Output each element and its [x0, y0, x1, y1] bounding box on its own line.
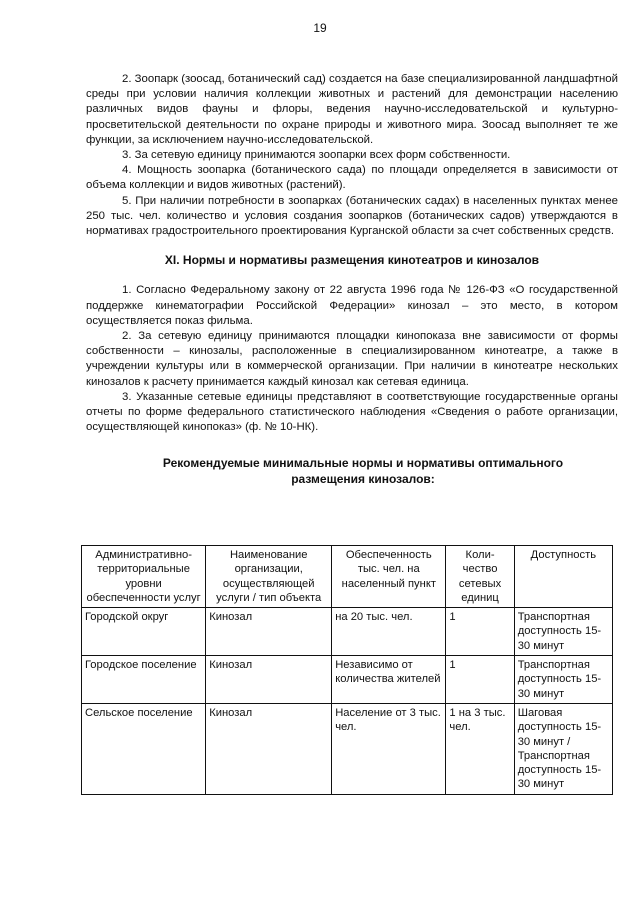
table-title [86, 456, 618, 487]
paragraph-zoo-definition: 2. Зоопарк (зоосад, ботанический сад) создается на базе специализированной ландшафтной среды при условии наличия коллекции животных и растений для демонстрации населению различных видов фауны и флоры, ведения научно-исследовательской и культурно-просветительской деятельности по охране природы и животного мира. Зоосад выполняет те же функции, за исключением научно-исследовательской. [86, 73, 618, 146]
cell-provision: Независимо от количества жителей [332, 656, 446, 704]
table-title-line-1: Рекомендуемые минимальные нормы и нормативы оптимального [162, 456, 564, 471]
cell-level: Городское поселение [82, 656, 206, 704]
header-organization: Наименование организации, осуществляющей услуги / тип объекта [206, 546, 332, 608]
paragraph-cinema-law: 1. Согласно Федеральному закону от 22 августа 1996 года № 126-ФЗ «О государственной поддержке кинематографии Российской Федерации» кинозал – это место, в котором осуществляется показ фильма. [86, 284, 618, 327]
header-accessibility: Доступность [514, 546, 612, 608]
cell-unit-count: 1 [446, 608, 514, 656]
paragraph-zoo-network-unit: 3. За сетевую единицу принимаются зоопарки всех форм собственности. [122, 149, 511, 162]
page-number: 19 [313, 21, 327, 35]
cell-organization: Кинозал [206, 703, 332, 794]
paragraph-zoo-need: 5. При наличии потребности в зоопарках (ботанических садах) в населенных пунктах менее 250 тыс. чел. количество и условия создания зоопарков (ботанических садов) утверждаются в нормативах градостроительного проектирования Курганской области за счет собственных средств. [86, 194, 618, 238]
paragraph-cinema-network-unit: 2. За сетевую единицу принимаются площадки кинопоказа вне зависимости от формы собственности – кинозалы, расположенные в специализированном кинотеатре, а также в учреждении культуры или в коммерческой организации. При наличии в кинотеатре нескольких кинозалов к расчету принимается каждый кинозал как сетевая единица. [86, 330, 618, 388]
header-provision: Обеспеченность тыс. чел. на населенный пункт [332, 546, 446, 608]
cell-organization: Кинозал [206, 608, 332, 656]
cell-level: Городской округ [82, 608, 206, 656]
header-level: Административно-территориальные уровни обеспеченности услуг [82, 546, 206, 608]
cell-accessibility: Шаговая доступность 15-30 минут / Транспортная доступность 15-30 минут [514, 703, 612, 794]
cell-level: Сельское поселение [82, 703, 206, 794]
cell-unit-count: 1 [446, 656, 514, 704]
cell-provision: Население от 3 тыс. чел. [332, 703, 446, 794]
cell-accessibility: Транспортная доступность 15-30 минут [514, 608, 612, 656]
table-title-line-2: размещения кинозалов: [291, 471, 435, 486]
table-row [82, 703, 613, 794]
header-unit-count: Коли-чество сетевых единиц [446, 546, 514, 608]
section-heading: XI. Нормы и нормативы размещения кинотеатров и кинозалов [164, 253, 540, 268]
cell-unit-count: 1 на 3 тыс. чел. [446, 703, 514, 794]
table-row [82, 608, 613, 656]
cell-accessibility: Транспортная доступность 15-30 минут [514, 656, 612, 704]
document-body [86, 72, 618, 495]
paragraph-zoo-capacity: 4. Мощность зоопарка (ботанического сада) по площади определяется в зависимости от объема коллекции и видов животных (растений). [86, 164, 618, 192]
paragraph-cinema-reports: 3. Указанные сетевые единицы представляют в соответствующие государственные органы отчеты по форме федерального статистического наблюдения «Сведения о работе организации, осуществляющей кинопоказ» (ф. № 10-НК). [86, 390, 618, 434]
table-header-row [82, 546, 613, 608]
cell-provision: на 20 тыс. чел. [332, 608, 446, 656]
table-row [82, 656, 613, 704]
cell-organization: Кинозал [206, 656, 332, 704]
cinema-norms-table [81, 545, 613, 795]
